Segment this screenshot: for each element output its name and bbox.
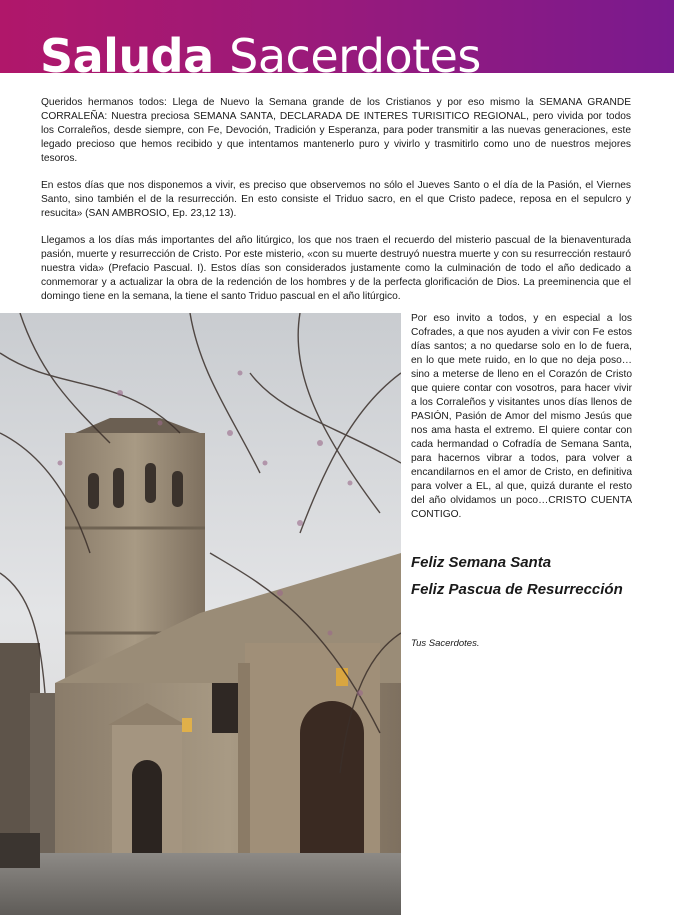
intro-paragraph-1: Queridos hermanos todos: Llega de Nuevo la Semana grande de los Cristianos y por eso mismo la SEMANA GRANDE CORRALEÑA: Nuestra preciosa SEMANA SANTA, DECLARADA DE INTERES TURISITICO REGIONAL, pero vivida por todos los Corraleños, desde siempre, con Fe, Devoción, Tradición y Esperanza, para poder transmitir a las nuevas generaciones, este legado precioso que hemos recibido y que intentamos mantenerlo puro y vivirlo y trasmitirlo como uno de nuestros mejores tesoros. <box>41 97 631 164</box>
page-title-light: Sacerdotes <box>229 29 481 83</box>
page-title-bold: Saluda <box>40 29 214 83</box>
intro-paragraph-3: Llegamos a los días más importantes del año litúrgico, los que nos traen el recuerdo del misterio pascual de la bienaventurada pasión, muerte y resurrección de Cristo. Por este misterio, «con su muerte destruyó nuestra muerte y con su resurrección restauró nuestra vida» (Prefacio Pascual. I). Estos días son considerados justamente como la culminación de todo el año dedicado a conmemorar y a actualizar la obra de la redención de los hombres y de la perfecta glorificación de Dios. La preeminencia que el domingo tiene en la semana, la tiene el santo Triduo pascual en el año litúrgico. <box>41 235 631 302</box>
intro-text <box>41 96 631 317</box>
greeting-semana-santa: Feliz Semana Santa <box>411 554 552 571</box>
page-title <box>40 28 481 84</box>
intro-paragraph-2: En estos días que nos disponemos a vivir, es preciso que observemos no sólo el Jueves Santo o el día de la Pasión, el Viernes Santo, sino también el de la resurrección. En esto consiste el Triduo sacro, en el que Cristo padece, reposa en el sepulcro y resucita» (SAN AMBROSIO, Ep. 23,12 13). <box>41 180 631 219</box>
church-photo <box>0 313 401 915</box>
side-text: Por eso invito a todos, y en especial a los Cofrades, a que nos ayuden a vivir con Fe estos días santos; a no quedarse solo en lo de fuera, en lo que mete ruido, en lo que no deja poso… sino a meterse de lleno en el Corazón de Cristo que quiere contar con vosotros, para hacer vivir a los Corraleños y visitantes unos días llenos de PASIÓN, Pasión de Amor del mismo Jesús que nos ama hasta el extremo. El quiere contar con cada hermandad o Cofradía de Semana Santa, para hacernos vibrar a todos, para volver a encandilarnos en el amor de Cristo, en definitiva para volver a EL, al que, quizá durante el resto del año olvidamos un poco…CRISTO CUENTA CONTIGO. <box>411 313 632 520</box>
greeting-pascua: Feliz Pascua de Resurrección <box>411 581 623 598</box>
signature: Tus Sacerdotes. <box>411 638 480 649</box>
